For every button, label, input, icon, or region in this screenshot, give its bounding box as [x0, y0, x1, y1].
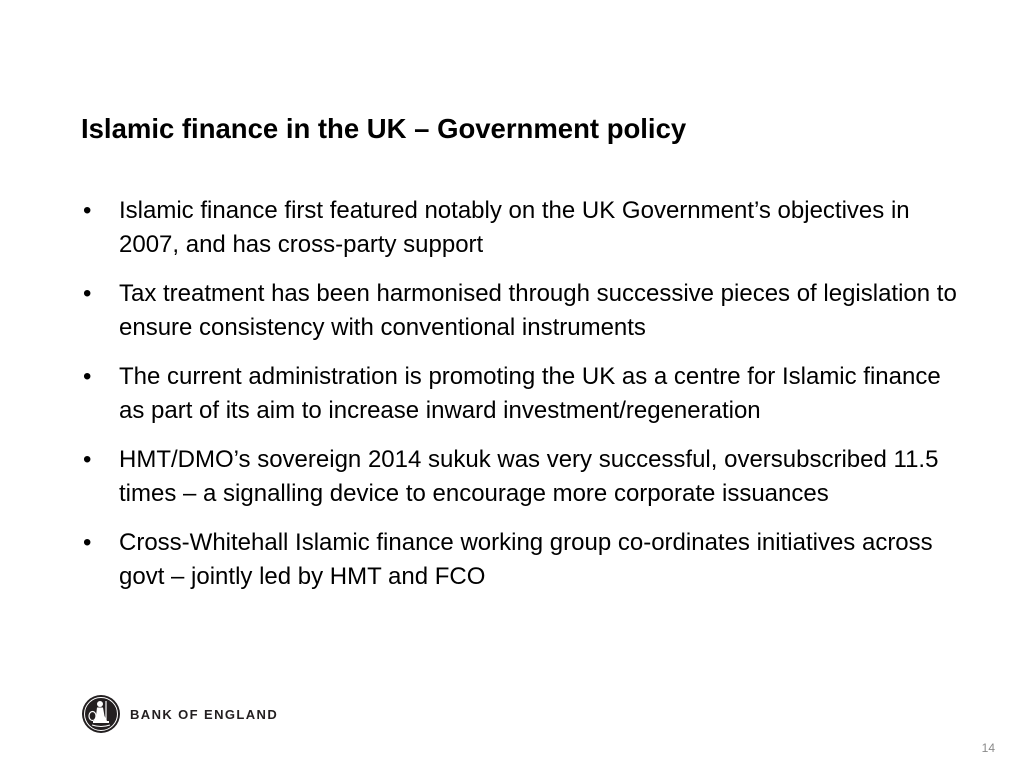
bullet-item: [81, 277, 961, 345]
britannia-seal-icon: [81, 694, 121, 734]
bullet-text: Islamic finance first featured notably on the UK Government’s objectives in 2007, and has cross-party support: [119, 197, 910, 258]
bullet-item: [81, 443, 961, 511]
bullet-item: [81, 526, 961, 594]
bullet-dot: •: [83, 197, 92, 224]
bullet-text: HMT/DMO’s sovereign 2014 sukuk was very successful, oversubscribed 11.5 times – a signalling device to encourage more corporate issuances: [119, 446, 939, 507]
bullet-text: Tax treatment has been harmonised through successive pieces of legislation to ensure consistency with conventional instruments: [119, 280, 957, 341]
bullet-dot: •: [83, 280, 92, 307]
bullet-dot: •: [83, 446, 92, 473]
bullet-list: [81, 194, 961, 609]
bullet-text: Cross-Whitehall Islamic finance working group co-ordinates initiatives across govt – jointly led by HMT and FCO: [119, 529, 933, 590]
bullet-dot: •: [83, 529, 92, 556]
bullet-text: The current administration is promoting the UK as a centre for Islamic finance as part of its aim to increase inward investment/regeneration: [119, 363, 941, 424]
logo-text: BANK OF ENGLAND: [130, 706, 279, 722]
bullet-dot: •: [83, 363, 92, 390]
bullet-item: [81, 360, 961, 428]
bullet-item: [81, 194, 961, 262]
page-number: 14: [981, 741, 995, 755]
bank-of-england-logo: [81, 690, 278, 738]
slide-title: Islamic finance in the UK – Government policy: [81, 113, 687, 144]
